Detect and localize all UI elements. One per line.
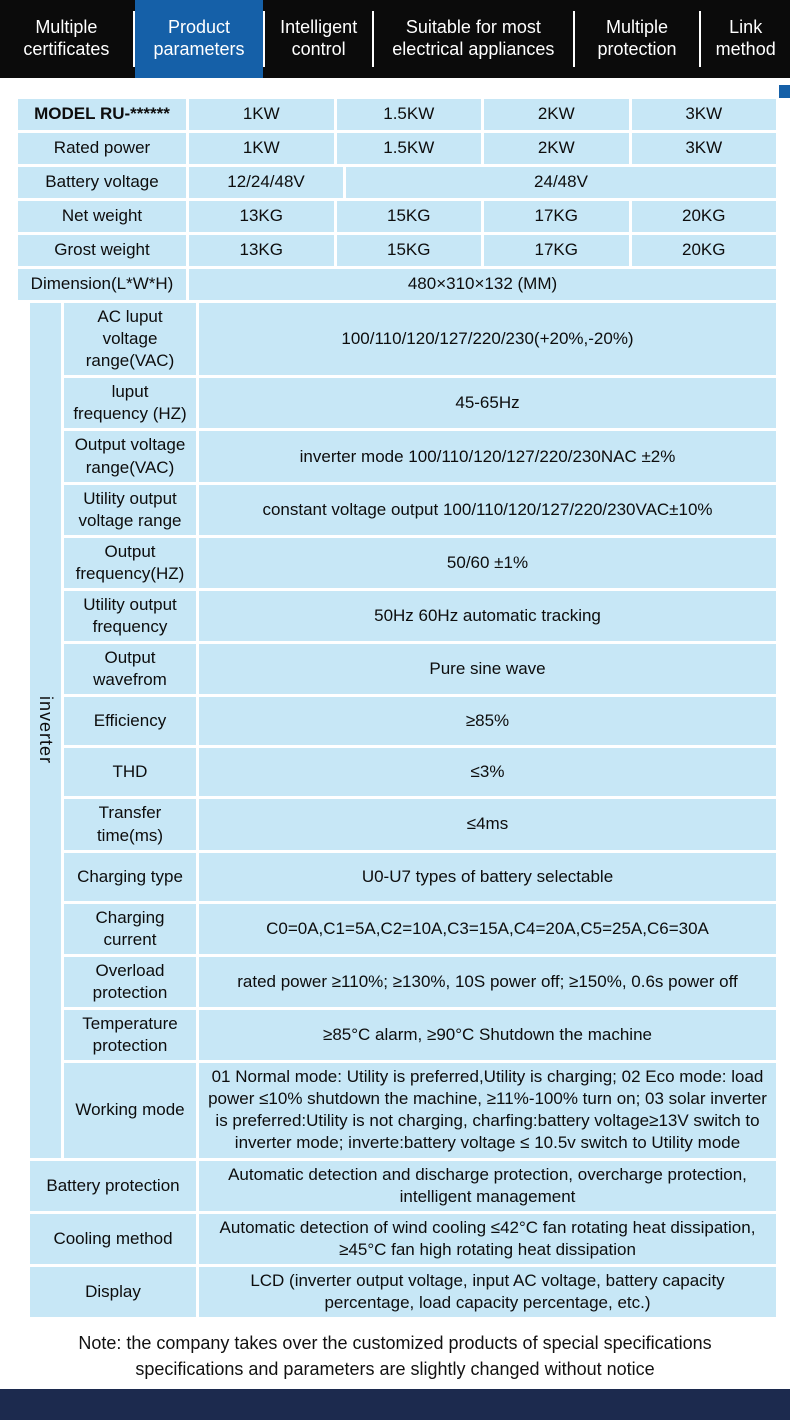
row-grost-weight bbox=[18, 235, 776, 266]
row-working-mode bbox=[64, 1063, 776, 1157]
spec-row-label: Transfer time(ms) bbox=[64, 799, 196, 849]
row-value-cell: 2KW bbox=[484, 133, 629, 164]
row-ac-luput-voltage-range-vac bbox=[64, 303, 776, 375]
row-value-cell: 1KW bbox=[189, 133, 334, 164]
spec-row-label: Temperature protection bbox=[64, 1010, 196, 1060]
row-charging-type bbox=[64, 853, 776, 901]
spec-row-value: Pure sine wave bbox=[199, 644, 776, 694]
row-label: Dimension(L*W*H) bbox=[18, 269, 186, 300]
spec-row-value: 50Hz 60Hz automatic tracking bbox=[199, 591, 776, 641]
tab-multiple-certificates[interactable]: Multiple certificates bbox=[23, 17, 110, 59]
tab-suitable-for-most-electrical-appliances[interactable]: Suitable for most electrical appliances bbox=[392, 17, 555, 59]
bottom-row-label: Battery protection bbox=[30, 1161, 196, 1211]
row-value-cell: 20KG bbox=[632, 235, 777, 266]
tab-product-parameters[interactable]: Product parameters bbox=[135, 0, 264, 78]
spec-row-label: Utility output frequency bbox=[64, 591, 196, 641]
row-utility-output-voltage-range bbox=[64, 485, 776, 535]
row-value-cell: 15KG bbox=[337, 201, 482, 232]
spec-row-value: 50/60 ±1% bbox=[199, 538, 776, 588]
row-efficiency bbox=[64, 697, 776, 745]
spec-row-label: THD bbox=[64, 748, 196, 796]
row-label: Grost weight bbox=[18, 235, 186, 266]
row-value-cell: 2KW bbox=[484, 99, 629, 130]
bottom-rows bbox=[30, 1161, 776, 1318]
note-line-1: Note: the company takes over the customized products of special specifications bbox=[78, 1333, 712, 1354]
spec-row-value: C0=0A,C1=5A,C2=10A,C3=15A,C4=20A,C5=25A,C6=30A bbox=[199, 904, 776, 954]
spec-row-value: inverter mode 100/110/120/127/220/230NAC ±2% bbox=[199, 431, 776, 481]
bottom-row-value: LCD (inverter output voltage, input AC voltage, battery capacity percentage, load capacity percentage, etc.) bbox=[199, 1267, 776, 1317]
tab-intelligent-control[interactable]: Intelligent control bbox=[280, 17, 358, 59]
footer-note bbox=[20, 1330, 770, 1382]
spec-row-label: Output frequency(HZ) bbox=[64, 538, 196, 588]
tab-multiple-protection[interactable]: Multiple protection bbox=[597, 17, 677, 59]
spec-table bbox=[18, 99, 776, 1317]
row-value-cell: 480×310×132 (MM) bbox=[189, 269, 776, 300]
row-charging-current bbox=[64, 904, 776, 954]
footer-bar bbox=[0, 1389, 790, 1420]
row-value-cell: 17KG bbox=[484, 201, 629, 232]
row-battery-voltage bbox=[18, 167, 776, 198]
row-utility-output-frequency bbox=[64, 591, 776, 641]
spec-row-label: AC luput voltage range(VAC) bbox=[64, 303, 196, 375]
row-luput-frequency-hz bbox=[64, 378, 776, 428]
bottom-row-value: Automatic detection of wind cooling ≤42°C fan rotating heat dissipation, ≥45°C fan high rotating heat dissipation bbox=[199, 1214, 776, 1264]
inverter-group-label: inverter bbox=[36, 696, 57, 765]
spec-row-label: Charging type bbox=[64, 853, 196, 901]
spec-row-label: Output voltage range(VAC) bbox=[64, 431, 196, 481]
row-label: MODEL RU-****** bbox=[18, 99, 186, 130]
row-overload-protection bbox=[64, 957, 776, 1007]
spec-row-value: 01 Normal mode: Utility is preferred,Utility is charging; 02 Eco mode: load power ≤10% shutdown the machine, ≥11%-100% turn on; 03 solar inverter is preferred:Utility is not charging, charfing:battery voltage≥13V switch to inverter mode; inverte:battery voltage ≤ 10.5v switch to Utility mode bbox=[199, 1063, 776, 1157]
row-transfer-time-ms bbox=[64, 799, 776, 849]
row-cooling-method bbox=[30, 1214, 776, 1264]
spec-row-label: Overload protection bbox=[64, 957, 196, 1007]
row-label: Net weight bbox=[18, 201, 186, 232]
row-value-cell: 13KG bbox=[189, 235, 334, 266]
row-display bbox=[30, 1267, 776, 1317]
spec-row-label: Utility output voltage range bbox=[64, 485, 196, 535]
row-value-cell: 24/48V bbox=[346, 167, 776, 198]
bottom-row-label: Cooling method bbox=[30, 1214, 196, 1264]
spec-row-value: rated power ≥110%; ≥130%, 10S power off; ≥150%, 0.6s power off bbox=[199, 957, 776, 1007]
spec-row-label: Output wavefrom bbox=[64, 644, 196, 694]
row-thd bbox=[64, 748, 776, 796]
spec-row-value: ≥85% bbox=[199, 697, 776, 745]
inverter-group bbox=[30, 303, 776, 1158]
spec-row-value: 100/110/120/127/220/230(+20%,-20%) bbox=[199, 303, 776, 375]
spec-row-value: 45-65Hz bbox=[199, 378, 776, 428]
spec-row-label: luput frequency (HZ) bbox=[64, 378, 196, 428]
row-value-cell: 1.5KW bbox=[337, 133, 482, 164]
row-value-cell: 3KW bbox=[632, 99, 777, 130]
row-battery-protection bbox=[30, 1161, 776, 1211]
spec-row-value: ≤3% bbox=[199, 748, 776, 796]
top-nav bbox=[0, 0, 790, 78]
inverter-group-label-cell bbox=[30, 303, 61, 1158]
row-output-voltage-range-vac bbox=[64, 431, 776, 481]
spec-row-value: ≤4ms bbox=[199, 799, 776, 849]
row-value-cell: 20KG bbox=[632, 201, 777, 232]
spec-row-label: Working mode bbox=[64, 1063, 196, 1157]
spec-row-value: ≥85°C alarm, ≥90°C Shutdown the machine bbox=[199, 1010, 776, 1060]
inverter-rows bbox=[64, 303, 776, 1158]
row-value-cell: 13KG bbox=[189, 201, 334, 232]
note-line-2: specifications and parameters are slightly changed without notice bbox=[135, 1359, 655, 1380]
row-value-cell: 15KG bbox=[337, 235, 482, 266]
row-output-wavefrom bbox=[64, 644, 776, 694]
row-output-frequency-hz bbox=[64, 538, 776, 588]
model-grid-rows bbox=[18, 99, 776, 300]
edge-accent-mark bbox=[779, 85, 790, 98]
spec-row-label: Charging current bbox=[64, 904, 196, 954]
row-dimension-l-w-h bbox=[18, 269, 776, 300]
row-value-cell: 1.5KW bbox=[337, 99, 482, 130]
row-value-cell: 12/24/48V bbox=[189, 167, 343, 198]
spec-row-value: U0-U7 types of battery selectable bbox=[199, 853, 776, 901]
spec-row-label: Efficiency bbox=[64, 697, 196, 745]
row-value-cell: 3KW bbox=[632, 133, 777, 164]
bottom-row-value: Automatic detection and discharge protection, overcharge protection, intelligent management bbox=[199, 1161, 776, 1211]
row-label: Battery voltage bbox=[18, 167, 186, 198]
row-label: Rated power bbox=[18, 133, 186, 164]
row-temperature-protection bbox=[64, 1010, 776, 1060]
row-value-cell: 17KG bbox=[484, 235, 629, 266]
spec-row-value: constant voltage output 100/110/120/127/220/230VAC±10% bbox=[199, 485, 776, 535]
row-model-ru bbox=[18, 99, 776, 130]
bottom-row-label: Display bbox=[30, 1267, 196, 1317]
row-net-weight bbox=[18, 201, 776, 232]
tab-link-method[interactable]: Link method bbox=[715, 17, 776, 59]
row-rated-power bbox=[18, 133, 776, 164]
row-value-cell: 1KW bbox=[189, 99, 334, 130]
